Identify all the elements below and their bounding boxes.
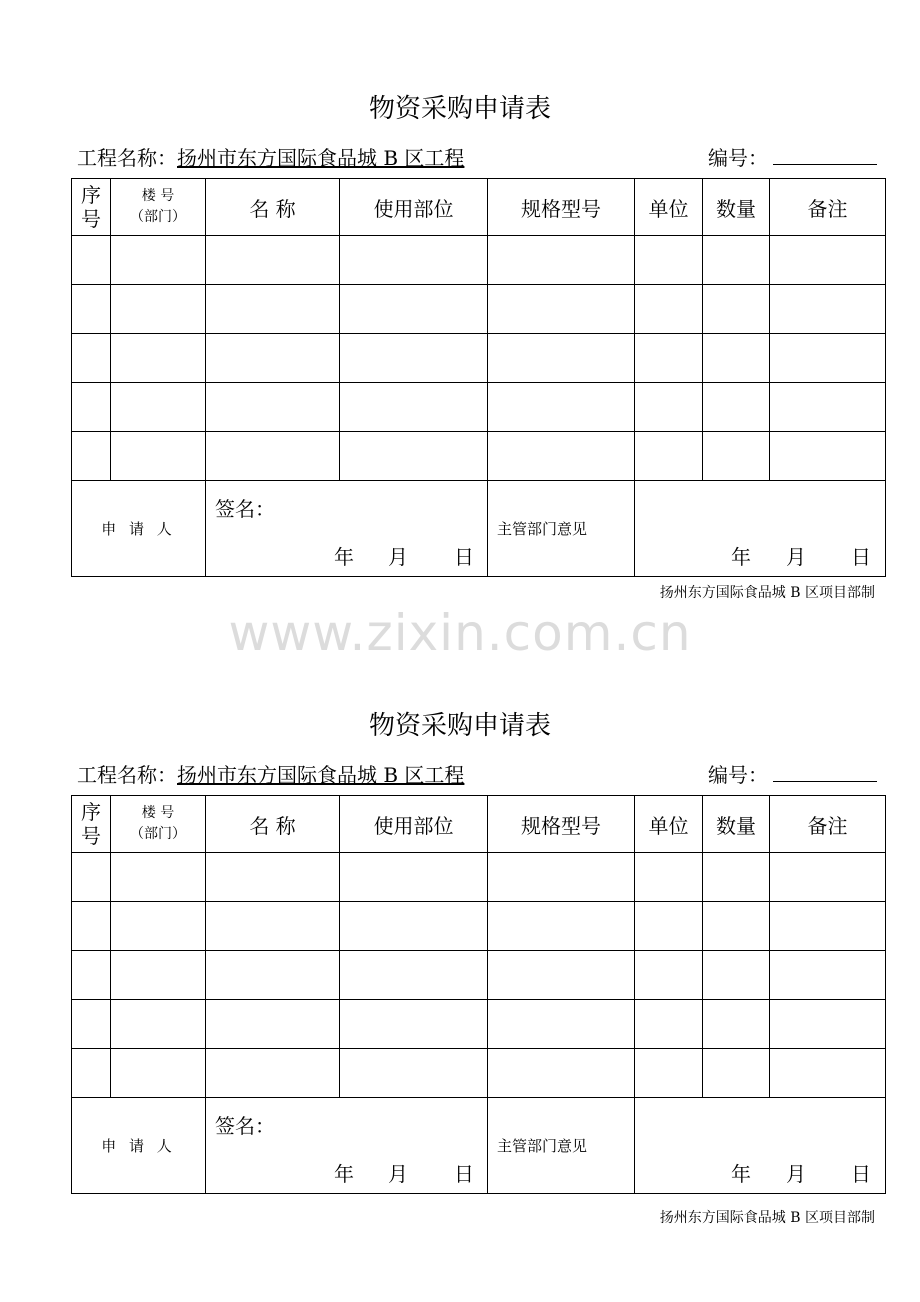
cell[interactable] [206,334,340,383]
cell[interactable] [72,951,111,1000]
cell[interactable] [340,236,488,285]
date-day-label: 日 [851,1162,871,1186]
cell[interactable] [488,334,635,383]
cell[interactable] [206,951,340,1000]
cell[interactable] [340,1049,488,1098]
cell[interactable] [340,432,488,481]
table-row [72,1000,886,1049]
project-value: 扬州市东方国际食品城 B 区工程 [177,146,465,170]
watermark: www.zixin.com.cn [228,604,692,662]
signature-row [72,481,886,577]
cell[interactable] [770,1049,886,1098]
cell[interactable] [703,1000,770,1049]
cell[interactable] [703,383,770,432]
cell[interactable] [635,853,703,902]
footer-note: 扬州东方国际食品城 B 区项目部制 [659,585,875,601]
cell[interactable] [635,1049,703,1098]
approval-label: 主管部门意见 [488,1098,635,1194]
cell[interactable] [703,285,770,334]
cell[interactable] [72,853,111,902]
cell[interactable] [488,432,635,481]
serial-number-label: 编号： [708,146,768,170]
serial-number-label: 编号： [708,763,768,787]
cell[interactable] [340,951,488,1000]
cell[interactable] [770,236,886,285]
cell[interactable] [703,432,770,481]
header-quantity: 数量 [703,796,770,853]
cell[interactable] [703,853,770,902]
date-year-label: 年 [731,545,751,569]
cell[interactable] [72,383,111,432]
form-title: 物资采购申请表 [368,94,551,124]
cell[interactable] [770,853,886,902]
project-label: 工程名称： [77,146,177,170]
date-day-label: 日 [454,545,474,569]
cell[interactable] [635,285,703,334]
table-row [72,383,886,432]
cell[interactable] [111,383,206,432]
serial-number-field[interactable] [773,164,877,165]
cell[interactable] [635,432,703,481]
cell[interactable] [703,1049,770,1098]
purchase-request-form-1 [0,0,920,600]
cell[interactable] [770,951,886,1000]
cell[interactable] [770,383,886,432]
cell[interactable] [635,383,703,432]
cell[interactable] [770,1000,886,1049]
cell[interactable] [635,334,703,383]
header-name: 名 称 [206,179,340,236]
cell[interactable] [206,902,340,951]
cell[interactable] [206,383,340,432]
project-name [77,759,464,788]
header-remark: 备注 [770,796,886,853]
cell[interactable] [635,951,703,1000]
project-name [77,142,464,171]
cell[interactable] [111,285,206,334]
header-spec: 规格型号 [488,179,635,236]
applicant-label: 申 请 人 [72,1098,206,1194]
items-table [71,795,886,1194]
header-spec: 规格型号 [488,796,635,853]
cell[interactable] [340,334,488,383]
cell[interactable] [488,236,635,285]
cell[interactable] [340,383,488,432]
header-row [72,796,886,853]
header-name: 名 称 [206,796,340,853]
date-day-label: 日 [851,545,871,569]
header-quantity: 数量 [703,179,770,236]
cell[interactable] [111,236,206,285]
cell[interactable] [111,1000,206,1049]
applicant-label: 申 请 人 [72,481,206,577]
cell[interactable] [770,902,886,951]
header-unit: 单位 [635,179,703,236]
table-row [72,334,886,383]
table-row [72,853,886,902]
cell[interactable] [703,334,770,383]
date-month-label: 月 [786,1162,806,1186]
signature-label: 签名： [215,497,275,521]
cell[interactable] [72,902,111,951]
cell[interactable] [488,951,635,1000]
cell[interactable] [703,951,770,1000]
cell[interactable] [488,383,635,432]
signature-cell[interactable] [206,481,488,577]
cell[interactable] [488,902,635,951]
cell[interactable] [488,1000,635,1049]
table-row [72,236,886,285]
cell[interactable] [635,236,703,285]
project-value: 扬州市东方国际食品城 B 区工程 [177,763,465,787]
footer-note: 扬州东方国际食品城 B 区项目部制 [659,1210,875,1226]
signature-cell[interactable] [206,1098,488,1194]
cell[interactable] [111,1049,206,1098]
cell[interactable] [635,902,703,951]
date-month-label: 月 [388,545,408,569]
cell[interactable] [340,1000,488,1049]
table-row [72,1049,886,1098]
cell[interactable] [206,1000,340,1049]
date-year-label: 年 [731,1162,751,1186]
cell[interactable] [770,285,886,334]
header-unit: 单位 [635,796,703,853]
cell[interactable] [770,432,886,481]
date-year-label: 年 [334,1162,354,1186]
header-remark: 备注 [770,179,886,236]
signature-row [72,1098,886,1194]
approval-label: 主管部门意见 [488,481,635,577]
cell[interactable] [206,285,340,334]
cell[interactable] [111,334,206,383]
cell[interactable] [72,1000,111,1049]
header-location: 使用部位 [340,796,488,853]
cell[interactable] [72,285,111,334]
cell[interactable] [340,285,488,334]
cell[interactable] [703,902,770,951]
items-table [71,178,886,577]
header-location: 使用部位 [340,179,488,236]
signature-label: 签名： [215,1114,275,1138]
cell[interactable] [72,236,111,285]
cell[interactable] [72,1049,111,1098]
cell[interactable] [488,285,635,334]
header-row [72,179,886,236]
cell[interactable] [111,902,206,951]
cell[interactable] [111,432,206,481]
cell[interactable] [770,334,886,383]
table-row [72,902,886,951]
header-building: 楼 号 （部门） [111,796,206,853]
cell[interactable] [635,1000,703,1049]
header-seq: 序 号 [72,796,111,853]
date-month-label: 月 [786,545,806,569]
cell[interactable] [340,902,488,951]
table-row [72,432,886,481]
cell[interactable] [111,853,206,902]
cell[interactable] [72,432,111,481]
approval-cell[interactable] [635,481,886,577]
cell[interactable] [206,432,340,481]
cell[interactable] [111,951,206,1000]
serial-number-field[interactable] [773,781,877,782]
cell[interactable] [206,853,340,902]
cell[interactable] [488,1049,635,1098]
table-row [72,285,886,334]
cell[interactable] [206,236,340,285]
project-label: 工程名称： [77,763,177,787]
date-month-label: 月 [388,1162,408,1186]
cell[interactable] [72,334,111,383]
cell[interactable] [488,853,635,902]
date-year-label: 年 [334,545,354,569]
approval-cell[interactable] [635,1098,886,1194]
form-title: 物资采购申请表 [368,711,551,741]
cell[interactable] [703,236,770,285]
header-seq: 序 号 [72,179,111,236]
purchase-request-form-2 [0,617,920,1217]
date-day-label: 日 [454,1162,474,1186]
cell[interactable] [206,1049,340,1098]
table-row [72,951,886,1000]
header-building: 楼 号 （部门） [111,179,206,236]
cell[interactable] [340,853,488,902]
